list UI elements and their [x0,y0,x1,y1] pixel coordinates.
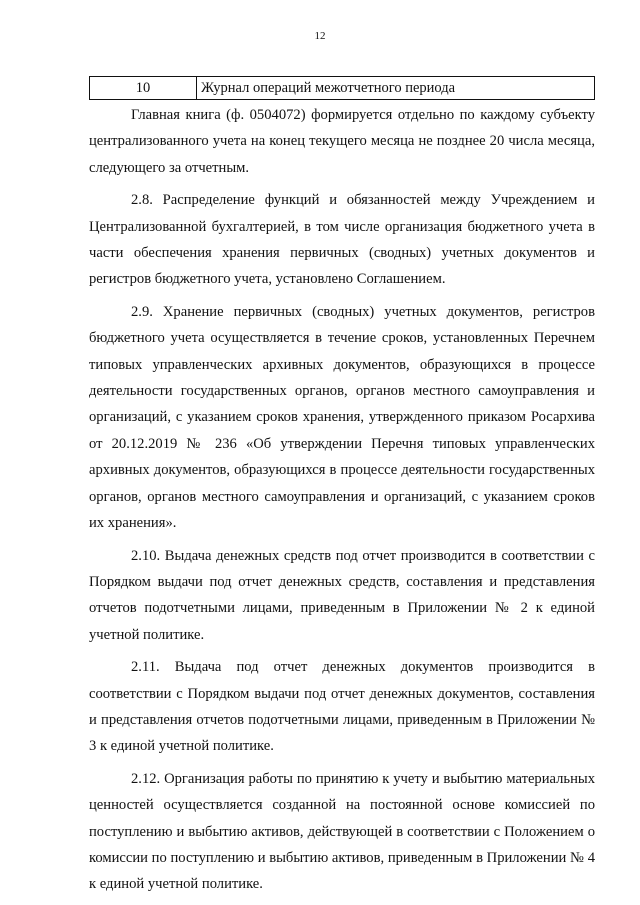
paragraph-2-9: 2.9. Хранение первичных (сводных) учетных документов, регистров бюджетного учета осуществляется в течение сроков, установленных Перечнем типовых управленческих архивных документов, образующихся в процессе деятельности государственных органов, органов местного самоуправления и организаций, с указанием сроков хранения, утвержденного приказом Росархива от 20.12.2019 № 236 «Об утверждении Перечня типовых управленческих архивных документов, образующихся в процессе деятельности государственных органов, органов местного самоуправления и организаций, с указанием сроков их хранения». [89,303,595,532]
paragraph-2-10: 2.10. Выдача денежных средств под отчет производится в соответствии с Порядком выдачи под отчет денежных средств, составления и представления отчетов подотчетными лицами, приведенным в Приложении № 2 к единой учетной политике. [89,547,595,643]
paragraph-2-12: 2.12. Организация работы по принятию к учету и выбытию материальных ценностей осуществляется созданной на постоянной основе комиссией по поступлению и выбытию активов, действующей в соответствии с Положением о комиссии по поступлению и выбытию активов, приведенным в Приложении № 4 к единой учетной политике. [89,770,595,893]
paragraph-2-11: 2.11. Выдача под отчет денежных документов производится в соответствии с Порядком выдачи под отчет денежных документов, составления и представления отчетов подотчетными лицами, приведенным в Приложении № 3 к единой учетной политике. [89,659,595,755]
table-cell-number: 10 [90,77,197,99]
document-body [89,102,595,904]
table-row [89,76,595,100]
table-cell-title: Журнал операций межотчетного периода [201,80,456,96]
paragraph-general-ledger: Главная книга (ф. 0504072) формируется отдельно по каждому субъекту централизованного учета на конец текущего месяца не позднее 20 числа месяца, следующего за отчетным. [89,107,595,176]
paragraph-2-8: 2.8. Распределение функций и обязанностей между Учреждением и Централизованной бухгалтерией, в том числе организация бюджетного учета в части обеспечения хранения первичных (сводных) учетных документов и регистров бюджетного учета, установлено Соглашением. [89,192,595,288]
page-number: 12 [314,30,326,42]
